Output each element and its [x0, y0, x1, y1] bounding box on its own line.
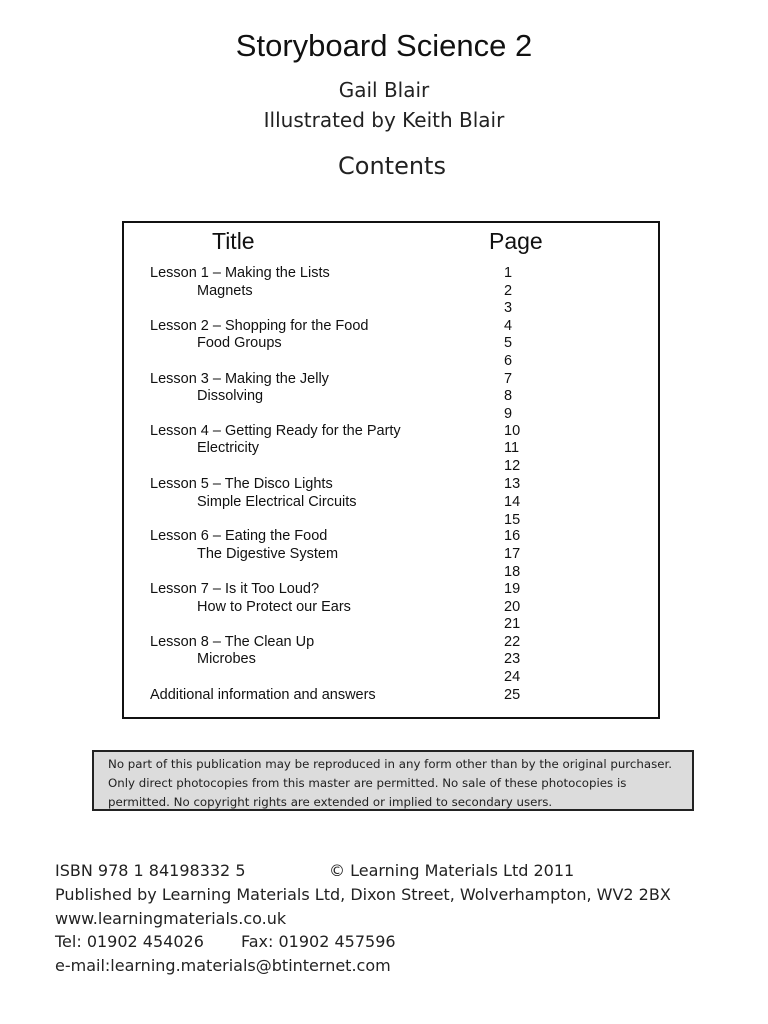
- author: Gail Blair: [338, 78, 430, 102]
- toc-topic-6: The Digestive System: [197, 546, 339, 562]
- page-number: 17: [504, 546, 521, 562]
- page-number: 7: [504, 371, 513, 387]
- page-number: 19: [504, 581, 521, 597]
- page-number: 4: [504, 318, 513, 334]
- isbn: ISBN 978 1 84198332 5: [55, 861, 246, 880]
- toc-lesson-3: Lesson 3 – Making the Jelly: [150, 371, 329, 387]
- toc-topic-2: Food Groups: [197, 335, 282, 351]
- page-number: 22: [504, 634, 521, 650]
- page-number: 14: [504, 494, 521, 510]
- toc-lesson-4: Lesson 4 – Getting Ready for the Party: [150, 423, 401, 439]
- toc-additional: Additional information and answers: [150, 687, 376, 703]
- book-title: Storyboard Science 2: [235, 28, 533, 63]
- toc-topic-5: Simple Electrical Circuits: [197, 494, 357, 510]
- page-number: 9: [504, 406, 513, 422]
- page-number: 18: [504, 564, 521, 580]
- publisher-line: Published by Learning Materials Ltd, Dixon Street, Wolverhampton, WV2 2BX: [55, 885, 671, 904]
- page-number: 5: [504, 335, 513, 351]
- telephone: Tel: 01902 454026: [55, 932, 204, 951]
- page-number: 20: [504, 599, 521, 615]
- toc-lesson-5: Lesson 5 – The Disco Lights: [150, 476, 333, 492]
- isbn-line: [55, 861, 574, 880]
- page-number: 12: [504, 458, 521, 474]
- toc-lesson-2: Lesson 2 – Shopping for the Food: [150, 318, 369, 334]
- toc-lesson-6: Lesson 6 – Eating the Food: [150, 528, 328, 544]
- illustrator: Illustrated by Keith Blair: [263, 108, 505, 132]
- phone-line: [55, 932, 396, 951]
- toc-topic-4: Electricity: [197, 440, 260, 456]
- page-number: 6: [504, 353, 513, 369]
- page-number: 11: [504, 440, 520, 456]
- page-number: 13: [504, 476, 521, 492]
- website-link[interactable]: www.learningmaterials.co.uk: [55, 909, 287, 928]
- page-number: 16: [504, 528, 521, 544]
- page-number: 10: [504, 423, 521, 439]
- toc-topic-8: Microbes: [197, 651, 256, 667]
- email-link[interactable]: e-mail:learning.materials@btinternet.com: [55, 956, 391, 975]
- page-number: 1: [504, 265, 513, 281]
- page-number: 25: [504, 687, 521, 703]
- page-number: 2: [504, 283, 513, 299]
- page-number: 21: [504, 616, 521, 632]
- page-number: 8: [504, 388, 513, 404]
- column-header-page: Page: [489, 228, 543, 254]
- page-number: 3: [504, 300, 513, 316]
- page-number: 23: [504, 651, 521, 667]
- copyright: © Learning Materials Ltd 2011: [329, 861, 575, 880]
- notice-line: permitted. No copyright rights are extended or implied to secondary users.: [108, 795, 553, 809]
- toc-topic-7: How to Protect our Ears: [197, 599, 351, 615]
- toc-topic-1: Magnets: [197, 283, 253, 299]
- page-number: 24: [504, 669, 521, 685]
- notice-line: No part of this publication may be reproduced in any form other than by the original purchaser.: [108, 757, 673, 771]
- toc-lesson-8: Lesson 8 – The Clean Up: [150, 634, 315, 650]
- notice-line: Only direct photocopies from this master are permitted. No sale of these photocopies is: [108, 776, 627, 790]
- fax: Fax: 01902 457596: [241, 932, 396, 951]
- table-of-contents: [122, 221, 660, 719]
- toc-topic-3: Dissolving: [197, 388, 264, 404]
- toc-lesson-1: Lesson 1 – Making the Lists: [150, 265, 330, 281]
- toc-lesson-7: Lesson 7 – Is it Too Loud?: [150, 581, 320, 597]
- contents-heading: Contents: [338, 152, 446, 180]
- column-header-title: Title: [212, 228, 255, 254]
- page-number: 15: [504, 512, 521, 528]
- copyright-notice-box: [92, 750, 694, 811]
